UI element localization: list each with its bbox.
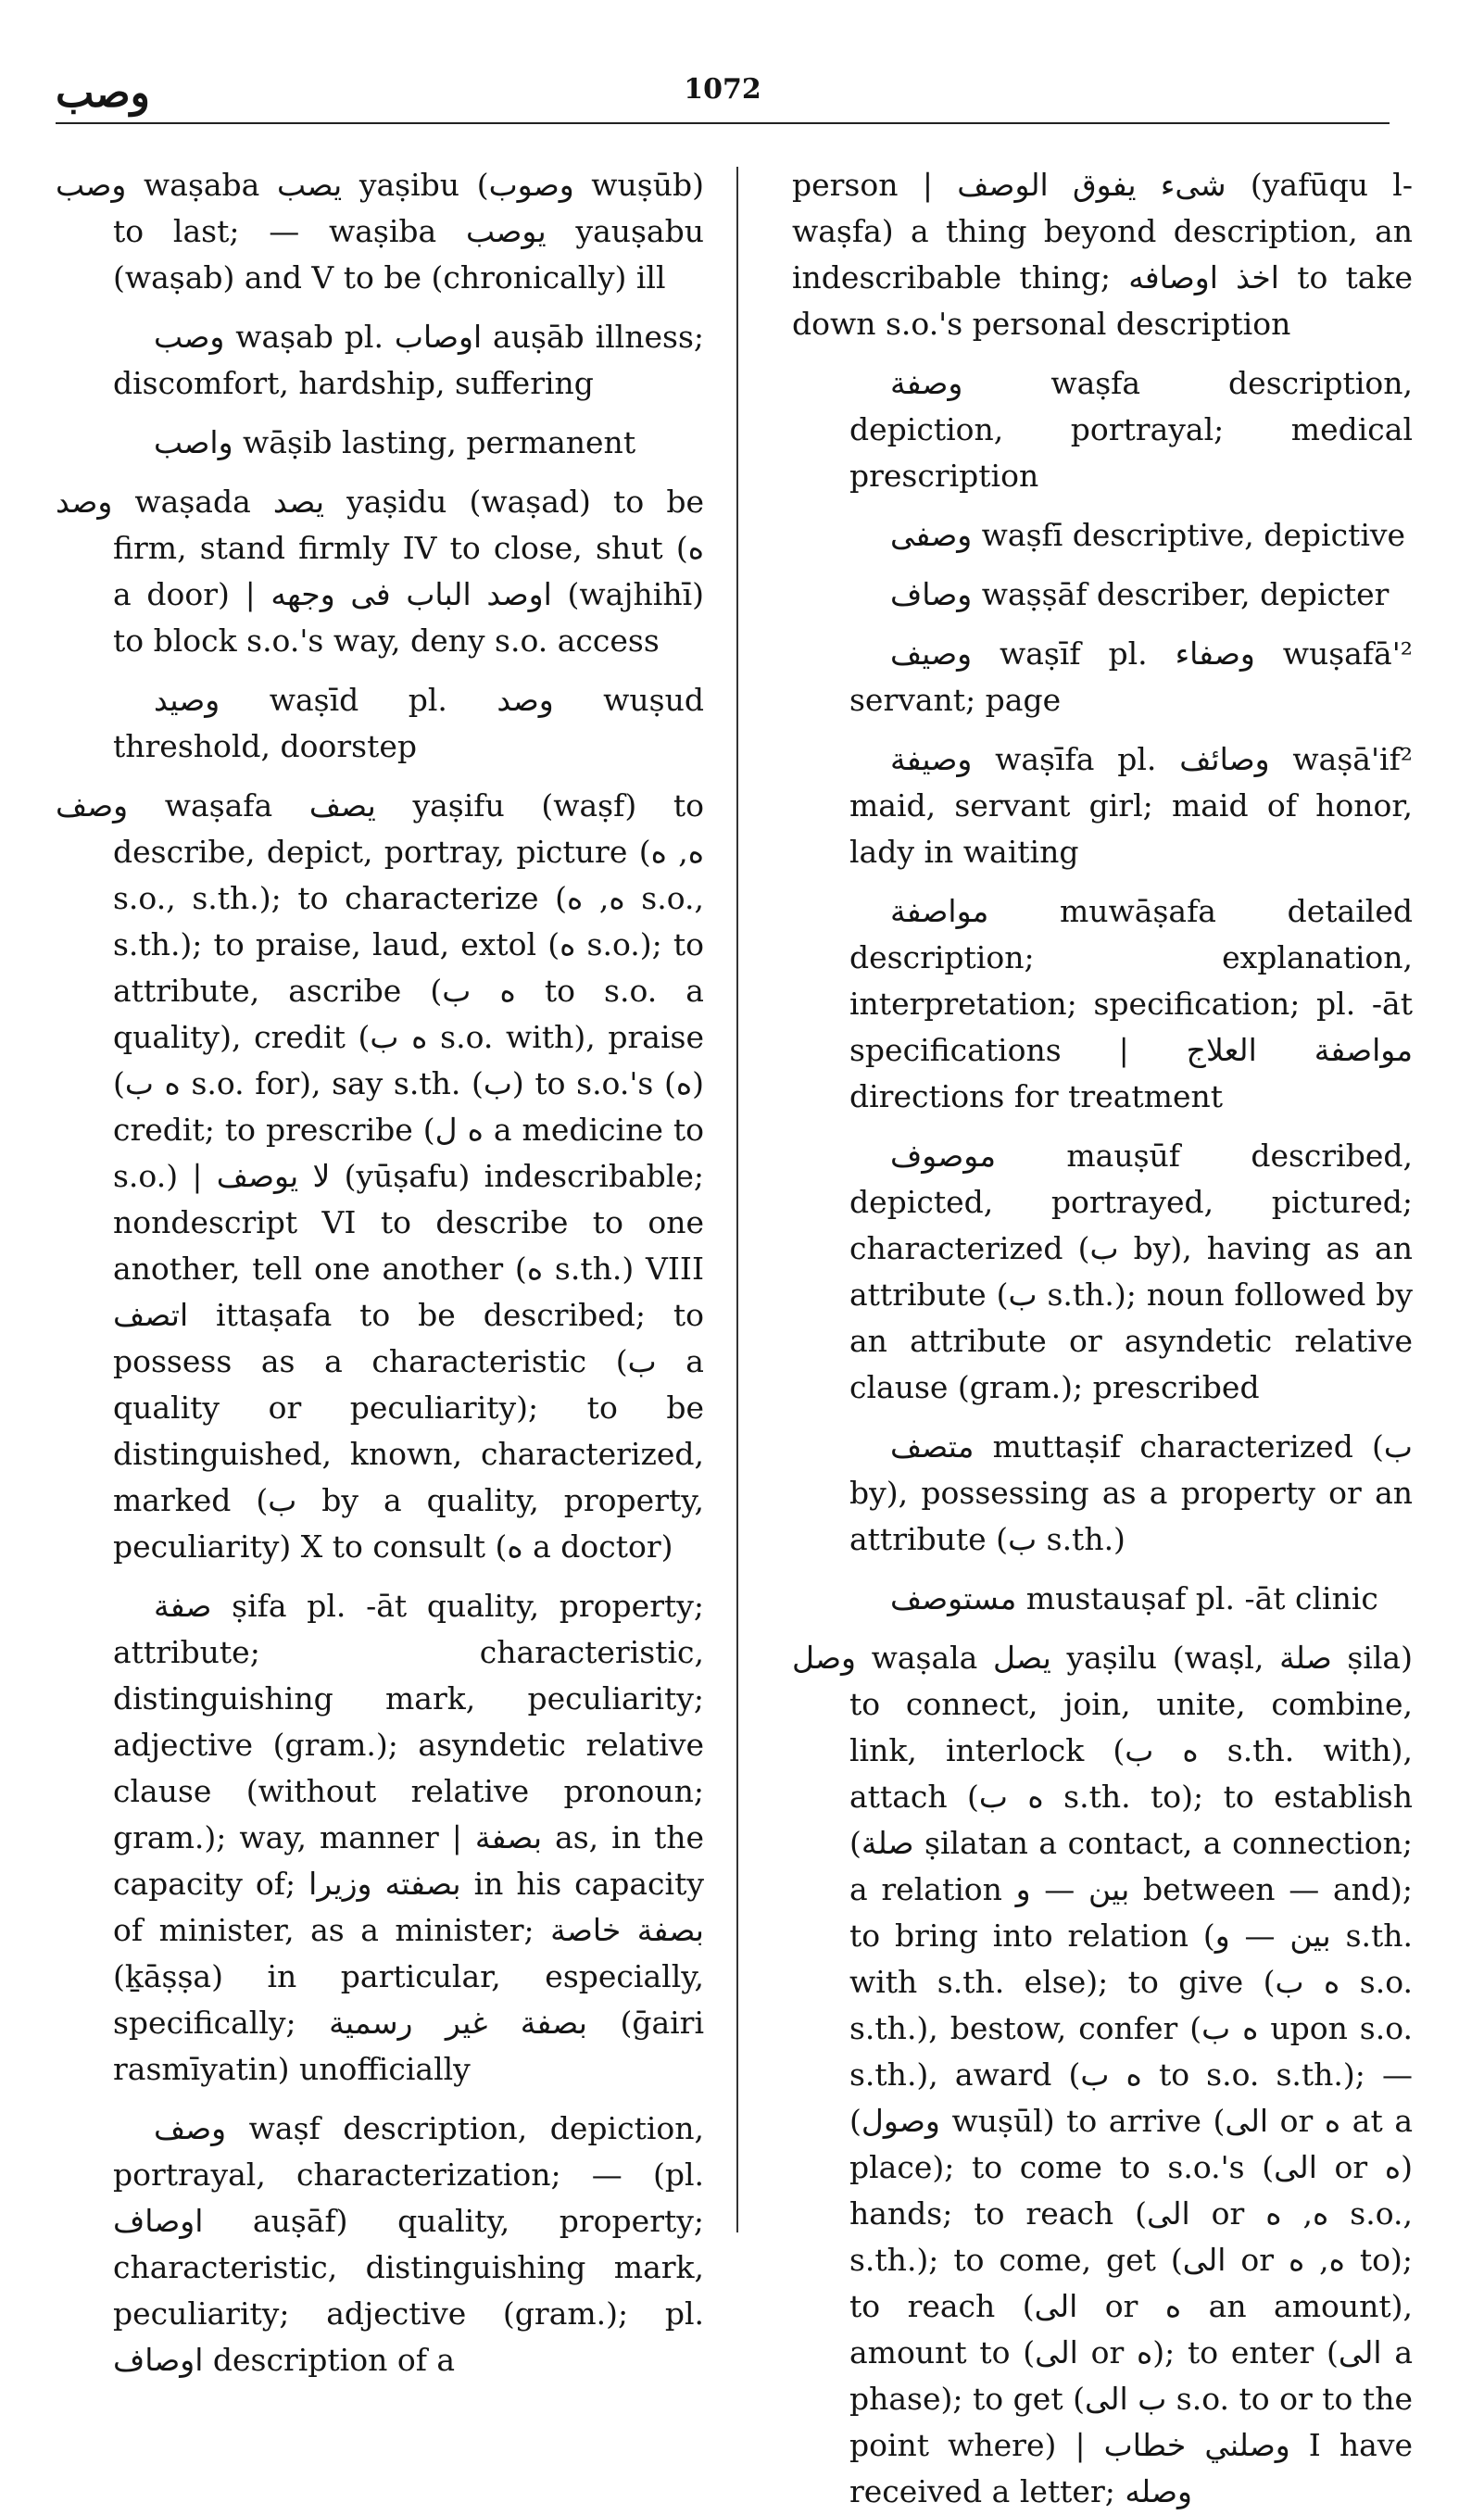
dictionary-entry: وصيفة waṣīfa pl. وصائف waṣā'if² maid, servant girl; maid of honor, lady in waiting <box>849 741 1414 870</box>
page-number: 1072 <box>684 73 761 106</box>
dictionary-entry: موصوف mauṣūf described, depicted, portrayed, pictured; characterized (ب by), having as an attribute (ب s.th.); noun followed by an attribute or asyndetic relative clause (gram.); prescribed <box>849 1138 1413 1405</box>
running-head-word: وصب <box>56 69 150 117</box>
dictionary-entry: وصب waṣaba يصب yaṣibu (وصوب wuṣūb) to last; — waṣiba يوصب yauṣabu (waṣab) and V to be (chronically) ill <box>56 167 704 296</box>
dictionary-entry: وصف waṣf description, depiction, portrayal, characterization; — (pl. اوصاف auṣāf) quality, property; characteristic, distinguishing mark, peculiarity; adjective (gram.); pl. اوصاف description of a <box>113 2110 704 2378</box>
dictionary-entry: واصب wāṣib lasting, permanent <box>154 424 636 460</box>
dictionary-entry: مستوصف mustauṣaf pl. -āt clinic <box>890 1580 1378 1616</box>
column-divider <box>736 167 738 2232</box>
left-column <box>56 162 704 2383</box>
dictionary-entry: صفة ṣifa pl. -āt quality, property; attribute; characteristic, distinguishing mark, peculiarity; adjective (gram.); asyndetic relative clause (without relative pronoun; gram.); way, manner | بصفة as, in the capacity of; بصفته وزيرا in his capacity of minister, as a minister; بصفة خاصة (ḵāṣṣa) in particular, especially, specifically; بصفة غير رسمية (ḡairi rasmīyatin) unofficially <box>113 1588 705 2087</box>
right-column <box>792 162 1413 2515</box>
dictionary-entry: وصب waṣab pl. اوصاب auṣāb illness; discomfort, hardship, suffering <box>113 319 704 401</box>
dictionary-entry: متصف muttaṣif characterized (ب by), possessing as a property or an attribute (ب s.th.) <box>849 1428 1413 1557</box>
dictionary-entry: وصف waṣafa يصف yaṣifu (waṣf) to describe, depict, portray, picture (ه, ه s.o., s.th.); to characterize (ه, ه s.o., s.th.); to praise, laud, extol (ه s.o.); to attribute, ascribe (ه ب to s.o. a quality), credit (ه ب s.o. with), praise (ه ب s.o. for), say s.th. (ب) to s.o.'s (ه) credit; to prescribe (ه ل a medicine to s.o.) | لا يوصف (yūṣafu) indescribable; nondescript VI to describe to one another, tell one another (ه s.th.) VIII اتصف ittaṣafa to be described; to possess as a characteristic (ب a quality or peculiarity); to be distinguished, known, characterized, marked (ب by a quality, property, peculiarity) X to consult (ه a doctor) <box>56 787 705 1565</box>
page-header <box>56 69 1390 125</box>
dictionary-entry: وصفة waṣfa description, depiction, portrayal; medical prescription <box>849 365 1413 494</box>
dictionary-entry: مواصفة muwāṣafa detailed description; explanation, interpretation; specification; pl. -āt specifications | مواصفة العلاج directions for treatment <box>849 893 1413 1114</box>
dictionary-entry: وصاف waṣṣāf describer, depicter <box>890 576 1390 612</box>
dictionary-entry: وصل waṣala يصل yaṣilu (waṣl, صلة ṣila) to connect, join, unite, combine, link, interlock (ه ب s.th. with), attach (ه ب s.th. to); to establish (صلة ṣilatan a contact, a connection; a relation بين — و between — and); to bring into relation (بين — و s.th. with s.th. else); to give (ه ب s.o. s.th.), bestow, confer (ه ب upon s.o. s.th.), award (ه ب to s.o. s.th.); — (وصول wuṣūl) to arrive (الى or ه at a place); to come to s.o.'s (الى or ه) hands; to reach (الى or ه, ه s.o., s.th.); to come, get (الى or ه, ه to); to reach (الى or ه an amount), amount to (الى or ه); to enter (الى a phase); to get (ب الى s.o. to or to the point where) | وصلني خطاب I have received a letter; وصله <box>792 1640 1414 2509</box>
header-rule <box>56 122 1390 124</box>
dictionary-entry: وصيف waṣīf pl. وصفاء wuṣafā'² servant; page <box>849 635 1413 718</box>
dictionary-entry: وصفى waṣfī descriptive, depictive <box>890 517 1406 553</box>
dictionary-entry: person | شىء يفوق الوصف (yafūqu l-waṣfa) a thing beyond description, an indescribable thing; اخذ اوصافه to take down s.o.'s personal description <box>792 167 1414 342</box>
dictionary-entry: وصيد waṣīd pl. وصد wuṣud threshold, doorstep <box>113 682 704 764</box>
dictionary-entry: وصد waṣada يصد yaṣidu (waṣad) to be firm, stand firmly IV to close, shut (ه a door) | اوصد الباب فى وجهه (wajhihī) to block s.o.'s way, deny s.o. access <box>56 484 704 659</box>
